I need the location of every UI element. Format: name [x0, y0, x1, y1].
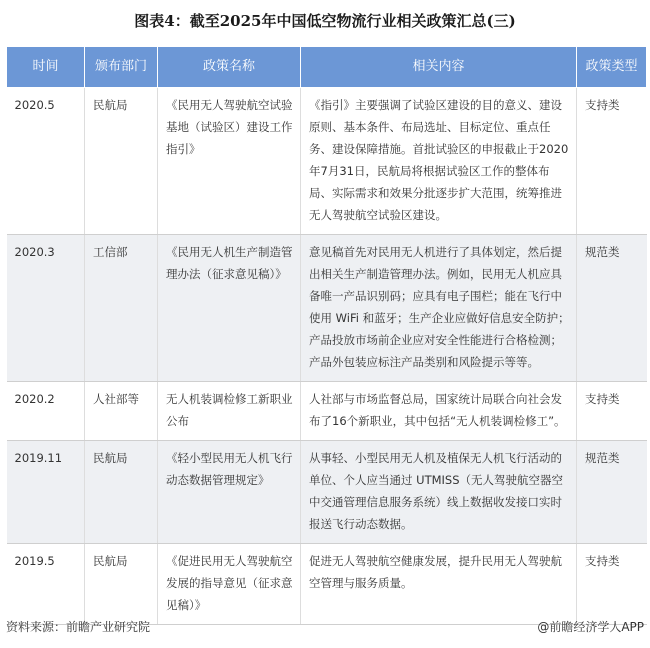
header-name: 政策名称	[158, 47, 301, 88]
cell-dept: 人社部等	[85, 382, 158, 441]
cell-type: 支持类	[577, 544, 647, 625]
header-time: 时间	[7, 47, 85, 88]
header-dept: 颁布部门	[85, 47, 158, 88]
cell-time: 2020.3	[7, 235, 85, 382]
cell-policy-name: 无人机装调检修工新职业公布	[158, 382, 301, 441]
cell-time: 2019.11	[7, 441, 85, 544]
cell-policy-name: 《民用无人机生产制造管理办法（征求意见稿）》	[158, 235, 301, 382]
cell-type: 规范类	[577, 235, 647, 382]
chart-title: 图表4：截至2025年中国低空物流行业相关政策汇总(三)	[134, 12, 516, 30]
policy-table	[6, 46, 647, 625]
brand-credit: @前瞻经济学人APP	[537, 620, 644, 634]
cell-policy-name: 《民用无人驾驶航空试验基地（试验区）建设工作指引》	[158, 88, 301, 235]
cell-dept: 民航局	[85, 544, 158, 625]
cell-time: 2019.5	[7, 544, 85, 625]
cell-policy-name: 《促进民用无人驾驶航空发展的指导意见（征求意见稿）》	[158, 544, 301, 625]
cell-time: 2020.5	[7, 88, 85, 235]
source-note: 资料来源：前瞻产业研究院	[6, 620, 151, 634]
table-row	[7, 88, 647, 235]
table-header-row	[7, 47, 647, 88]
table-row	[7, 441, 647, 544]
cell-type: 支持类	[577, 382, 647, 441]
cell-type: 规范类	[577, 441, 647, 544]
cell-content: 从事轻、小型民用无人机及植保无人机飞行活动的单位、个人应当通过 UTMISS（无人驾驶航空器空中交通管理信息服务系统）线上数据收发接口实时报送飞行动态数据。	[301, 441, 577, 544]
header-content: 相关内容	[301, 47, 577, 88]
cell-type: 支持类	[577, 88, 647, 235]
cell-content: 意见稿首先对民用无人机进行了具体划定，然后提出相关生产制造管理办法。例如，民用无人机应具备唯一产品识别码；应具有电子围栏；能在飞行中使用 WiFi 和蓝牙；生产企业应做好信息安全防护；产品投放市场前企业应对安全性能进行合格检测；产品外包装应标注产品类别和风险提示等等。	[301, 235, 577, 382]
cell-content: 人社部与市场监督总局，国家统计局联合向社会发布了16个新职业，其中包括“无人机装调检修工”。	[301, 382, 577, 441]
cell-dept: 民航局	[85, 88, 158, 235]
cell-time: 2020.2	[7, 382, 85, 441]
cell-content: 《指引》主要强调了试验区建设的目的意义、建设原则、基本条件、布局选址、目标定位、重点任务、建设保障措施。首批试验区的申报截止于2020年7月31日，民航局将根据试验区工作的整体布局、实际需求和效果分批逐步扩大范围，统筹推进无人驾驶航空试验区建设。	[301, 88, 577, 235]
cell-policy-name: 《轻小型民用无人机飞行动态数据管理规定》	[158, 441, 301, 544]
table-row	[7, 382, 647, 441]
cell-content: 促进无人驾驶航空健康发展，提升民用无人驾驶航空管理与服务质量。	[301, 544, 577, 625]
header-type: 政策类型	[577, 47, 647, 88]
cell-dept: 工信部	[85, 235, 158, 382]
table-row	[7, 235, 647, 382]
table-row	[7, 544, 647, 625]
cell-dept: 民航局	[85, 441, 158, 544]
